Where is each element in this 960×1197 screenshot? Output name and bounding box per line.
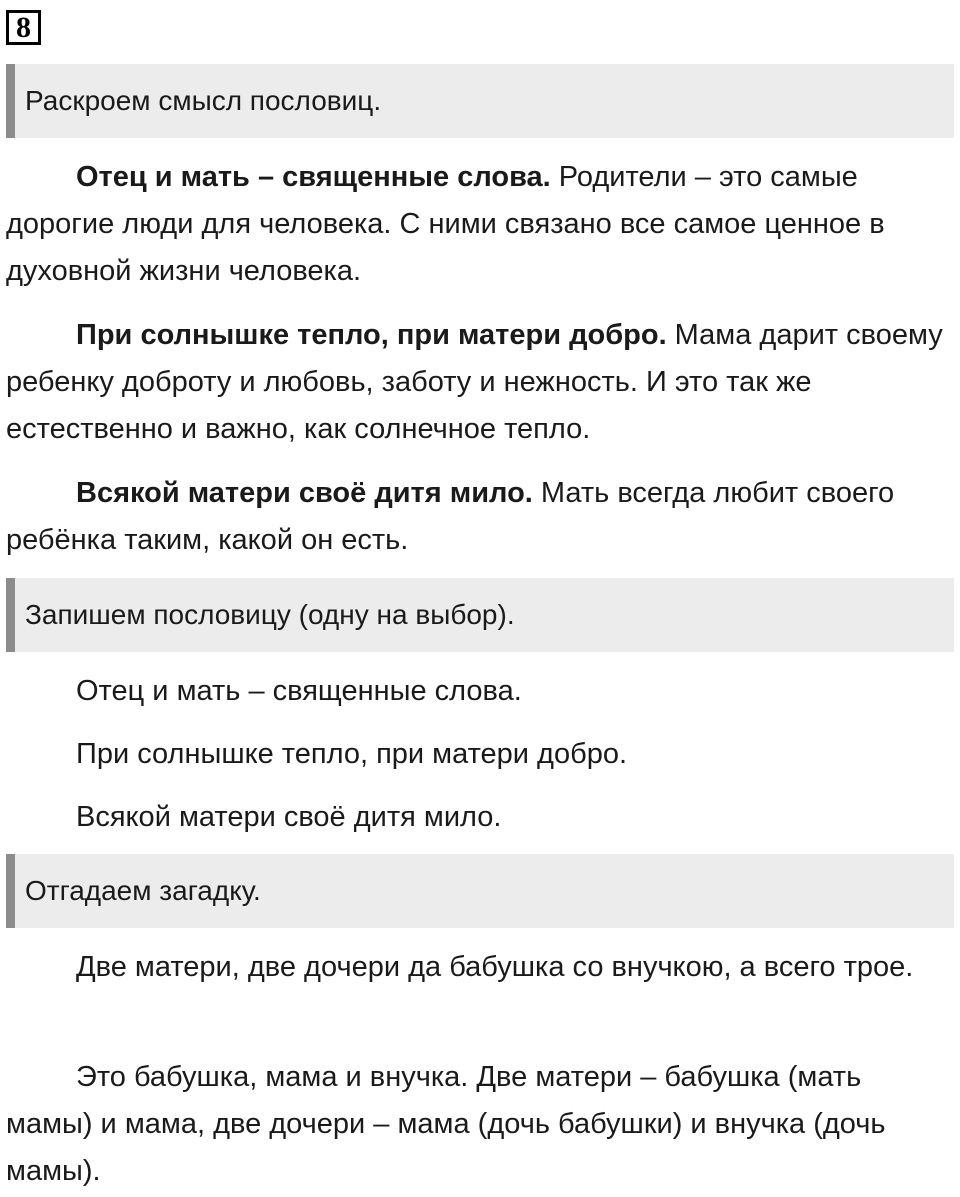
proverb-explanation-1: Родители – это самые дорогие люди для человека. С ними связано все самое ценное в духовной жизни человека.: [6, 161, 885, 287]
section-heading-write: Запишем пословицу (одну на выбор).: [6, 578, 954, 652]
proverb-explanation-2: Мама дарит своему ребенку доброту и любовь, заботу и нежность. И это так же естественно и важно, как солнечное тепло.: [6, 319, 943, 445]
proverb-paragraph-1: [6, 154, 946, 295]
task-number-badge: 8: [6, 10, 41, 45]
proverb-bold-3: Всякой матери своё дитя мило.: [76, 477, 533, 509]
written-proverb-2: При солнышке тепло, при матери добро.: [76, 738, 628, 770]
riddle-text: Две матери, две дочери да бабушка со внучкою, а всего трое.: [76, 951, 914, 983]
section-heading-riddle: Отгадаем загадку.: [6, 854, 954, 928]
proverb-bold-1: Отец и мать – священные слова.: [76, 161, 551, 193]
riddle-answer: Это бабушка, мама и внучка. Две матери – бабушка (мать мамы) и мама, две дочери – мама (дочь бабушки) и внучка (дочь мамы).: [6, 1061, 886, 1187]
proverb-paragraph-3: [6, 470, 946, 564]
section-heading-meaning: Раскроем смысл пословиц.: [6, 64, 954, 138]
proverb-explanation-3: Мать всегда любит своего ребёнка таким, какой он есть.: [6, 477, 895, 556]
written-proverb-1: Отец и мать – священные слова.: [76, 675, 522, 707]
proverb-paragraph-2: [6, 312, 946, 453]
written-proverb-3: Всякой матери своё дитя мило.: [76, 801, 502, 833]
proverb-bold-2: При солнышке тепло, при матери добро.: [76, 319, 667, 351]
